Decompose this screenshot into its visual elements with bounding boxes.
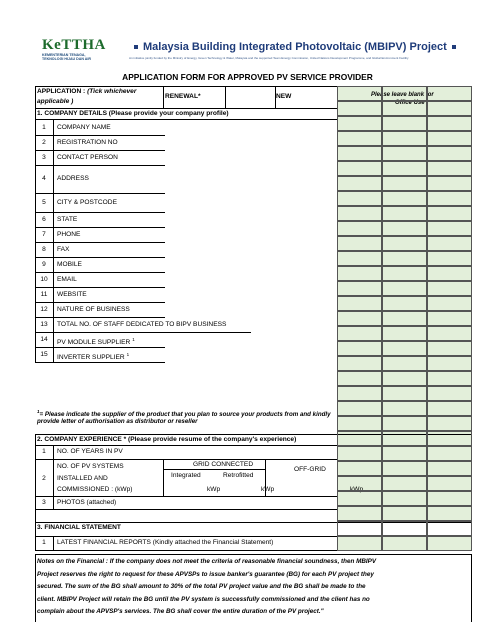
off-grid-label: OFF-GRID: [294, 466, 326, 473]
s1-item-no: 13: [40, 320, 48, 328]
bullet-icon: [134, 45, 138, 49]
s1-item-no: 3: [42, 153, 46, 161]
application-label: [37, 88, 136, 96]
logo-text: KeTTHA: [42, 37, 106, 53]
bullet-icon: [452, 45, 456, 49]
office-use-note2: Office Use: [395, 100, 425, 106]
s1-item-label: [57, 306, 130, 314]
application-form: [35, 86, 471, 621]
s2-item1-label: NO. OF YEARS IN PV: [57, 448, 123, 455]
s1-item-label: [57, 351, 129, 362]
s1-item-label: [57, 291, 87, 299]
s1-item-label: [57, 124, 111, 132]
s1-item-no: 2: [42, 138, 46, 146]
s1-item-label: [57, 154, 118, 162]
s1-item-label-text: ADDRESS: [57, 175, 89, 182]
s1-item-label-text: WEBSITE: [57, 290, 87, 298]
note-line: Project reserves the right to request for these APVSPs to issue banker's guarantee (BG) for each PV project they: [37, 570, 374, 578]
s2-item3-label: PHOTOS (attached): [57, 499, 117, 506]
project-subtitle: An initiative jointly funded by the Ministry of Energy, Green Technology & Water, Malaysia and the supported Team Energy Commission, United Nations Development Programme, and Global Environment Facility: [129, 56, 409, 60]
s1-item-no: 5: [42, 198, 46, 206]
application-label-text: APPLICATION :: [37, 88, 88, 95]
integrated-label: Integrated: [171, 472, 201, 479]
grid-connected-label: GRID CONNECTED: [193, 461, 254, 468]
s1-item-no: 8: [42, 245, 46, 253]
s2-item2-line2: INSTALLED AND: [57, 475, 108, 482]
s1-item-label: [57, 175, 89, 183]
footnote-ref: 1: [126, 351, 130, 357]
s1-item-no: 12: [40, 305, 48, 313]
s1-item-label-text: NATURE OF BUSINESS: [57, 305, 130, 313]
s1-item-no: 7: [42, 230, 46, 238]
s1-item-label: [57, 231, 80, 239]
note-line: client. MBIPV Project will retain the BG until the PV system is successfully commissioned and the client has no: [37, 595, 370, 603]
note-line: secured. The sum of the BG shall amount to 30% of the total PV project value and the BG shall be made to the: [37, 583, 366, 591]
footnote-ref: 1: [132, 336, 135, 342]
s1-item-label-text: STATE: [57, 215, 78, 223]
s3-item1-no: 1: [42, 539, 46, 546]
s1-item-label-text: PHONE: [57, 230, 81, 238]
s1-item-label: [57, 261, 82, 269]
footnote-line2: provide letter of authorisation as distributor or reseller: [37, 418, 198, 425]
s2-item2-no: 2: [42, 475, 46, 482]
s1-item-label: [57, 321, 226, 329]
form-title: APPLICATION FORM FOR APPROVED PV SERVICE PROVIDER: [122, 72, 373, 82]
s1-item-label: [57, 199, 117, 207]
section2-title: 2. COMPANY EXPERIENCE * (Please provide resume of the company's experience): [37, 436, 297, 443]
s1-item-no: 15: [40, 350, 48, 358]
s1-item-label-text: COMPANY NAME: [57, 123, 111, 131]
s1-item-label-text: TOTAL NO. OF STAFF DEDICATED TO BIPV BUSINESS: [57, 320, 227, 328]
s2-item1-no: 1: [42, 448, 46, 455]
logo-sub2: TEKNOLOGI HIJAU DAN AIR: [42, 57, 91, 61]
s1-item-label: [57, 216, 77, 224]
note-line: Notes on the Financial : If the company does not meet the criteria of reasonable financial soundness, then MBIPV: [37, 558, 377, 565]
section3-title: 3. FINANCIAL STATEMENT: [37, 524, 121, 531]
s1-item-label: [57, 246, 69, 254]
s1-item-no: 11: [40, 290, 48, 298]
s1-item-label-text: CONTACT PERSON: [57, 153, 118, 161]
logo-sub1: KEMENTERIAN TENAGA,: [42, 53, 86, 57]
header: [42, 38, 462, 68]
footnote-mark: 1: [37, 409, 40, 414]
s1-item-label-text: REGISTRATION NO: [57, 138, 118, 146]
kettha-logo: [42, 38, 117, 64]
s1-item-label: [57, 336, 135, 347]
s2-item2-line1: NO. OF PV SYSTEMS: [57, 463, 124, 470]
retrofitted-label: Retrofitted: [223, 472, 254, 479]
renewal-option[interactable]: RENEWAL*: [165, 93, 201, 100]
s1-item-no: 10: [40, 275, 48, 283]
s1-item-label-text: FAX: [57, 245, 70, 253]
s1-item-label-text: MOBILE: [57, 260, 82, 268]
s3-item1-label: LATEST FINANCIAL REPORTS (Kindly attached the Financial Statement): [57, 539, 274, 546]
s2-item3-no: 3: [42, 499, 46, 506]
project-title: [129, 41, 461, 53]
s1-item-label-text: CITY & POSTCODE: [57, 198, 117, 206]
s1-item-no: 1: [42, 123, 46, 131]
note-line: complain about the APVSP's services. The BG shall cover the entire duration of the PV project.": [37, 608, 324, 616]
s1-item-label: [57, 276, 77, 284]
s1-item-label: [57, 139, 118, 147]
office-use-note1: Please leave blank for: [371, 92, 434, 98]
s1-item-no: 14: [40, 335, 48, 343]
s1-item-label-text: EMAIL: [57, 275, 77, 283]
s1-item-label-text: INVERTER SUPPLIER: [57, 353, 125, 361]
s1-item-no: 9: [42, 260, 46, 268]
footnote-line1: = Please indicate the supplier of the product that you plan to source your products from and kindly: [39, 411, 331, 419]
application-hint1: (Tick whichever: [87, 88, 137, 95]
s1-item-label-text: PV MODULE SUPPLIER: [57, 338, 131, 346]
section1-title: 1. COMPANY DETAILS (Please provide your company profile): [37, 110, 229, 117]
kwp-integrated: kWp: [207, 486, 221, 493]
new-option[interactable]: NEW: [276, 93, 292, 100]
s1-item-no: 4: [42, 175, 46, 182]
application-hint2: applicable ): [37, 98, 74, 105]
s1-item-no: 6: [42, 215, 46, 223]
s2-item2-line3: COMMISSIONED : (kWp): [57, 486, 133, 493]
project-title-text: Malaysia Building Integrated Photovoltaic (MBIPV) Project: [143, 41, 447, 53]
kwp-offgrid: kWp: [350, 486, 364, 493]
kwp-retrofitted: kWp: [261, 486, 275, 493]
